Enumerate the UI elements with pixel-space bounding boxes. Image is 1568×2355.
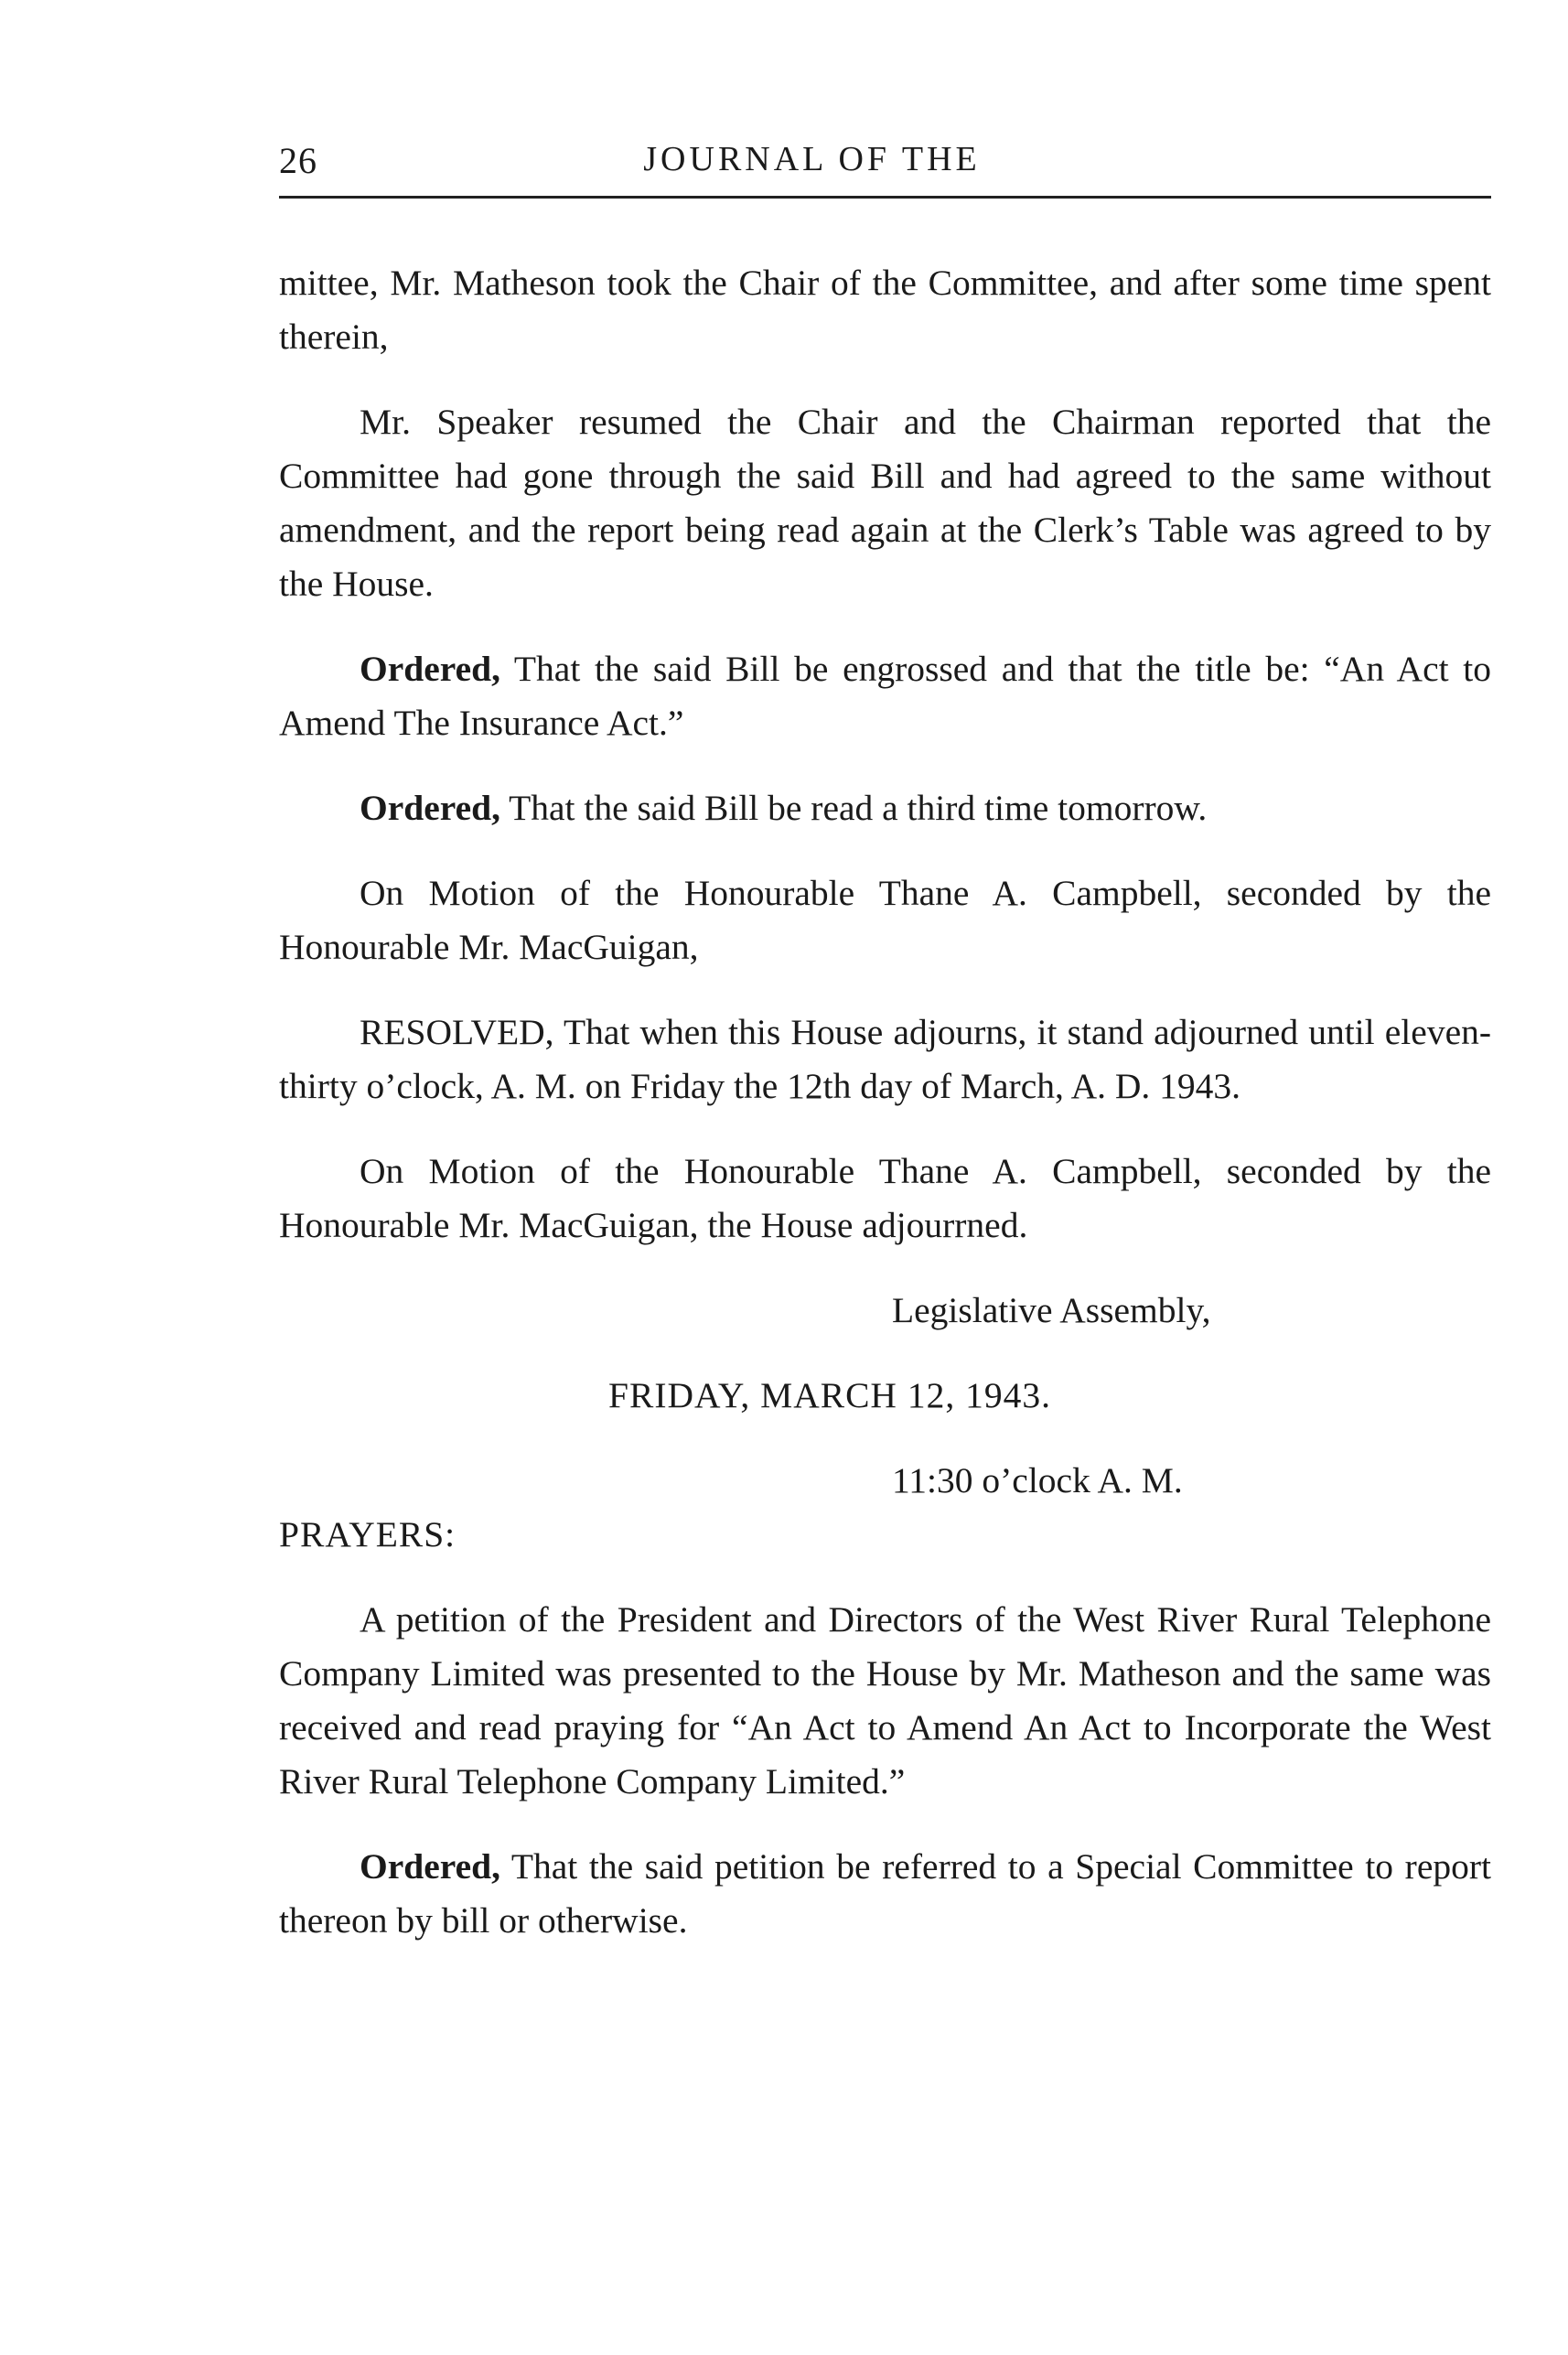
- ordered-lead: Ordered,: [360, 649, 500, 689]
- prayers-heading: PRAYERS:: [279, 1514, 456, 1554]
- assembly-line: Legislative Assembly,: [892, 1290, 1211, 1330]
- ordered-text: That the said Bill be engrossed and that the title be: “An Act to Amend The Insurance Act.”: [279, 649, 1491, 743]
- ordered-text: That the said Bill be read a third time tomorrow.: [499, 788, 1208, 828]
- page-number: 26: [279, 140, 317, 181]
- ordered-lead: Ordered,: [360, 788, 500, 828]
- journal-body: [279, 256, 1491, 1979]
- paragraph-ordered-engrossed: [279, 642, 1491, 750]
- paragraph-speaker-report: Mr. Speaker resumed the Chair and the Chairman reported that the Committee had gone through the said Bill and had agreed to the same without amendment, and the report being read again at the Clerk’s Table was agreed to by the House.: [279, 402, 1491, 604]
- session-date: FRIDAY, MARCH 12, 1943.: [608, 1375, 1051, 1415]
- running-head: JOURNAL OF THE: [643, 140, 981, 178]
- paragraph-resolved: RESOLVED, That when this House adjourns, it stand adjourned until eleven-thirty o’clock, A. M. on Friday the 12th day of March, A. D. 1943.: [279, 1012, 1491, 1106]
- paragraph-petition: A petition of the President and Directors of the West River Rural Telephone Company Limited was presented to the House by Mr. Matheson and the same was received and read praying for “An Act to Amend An Act to Incorporate the West River Rural Telephone Company Limited.”: [279, 1599, 1491, 1801]
- session-time: 11:30 o’clock A. M.: [892, 1460, 1183, 1500]
- paragraph-motion-adjourn: On Motion of the Honourable Thane A. Campbell, seconded by the Honourable Mr. MacGuigan, the House adjourrned.: [279, 1151, 1491, 1245]
- paragraph-ordered-third-reading: [279, 781, 1491, 835]
- paragraph-ordered-petition: [279, 1840, 1491, 1948]
- paragraph-motion: On Motion of the Honourable Thane A. Campbell, seconded by the Honourable Mr. MacGuigan,: [279, 873, 1491, 967]
- ordered-lead: Ordered,: [360, 1846, 500, 1887]
- page-header: [279, 139, 1491, 199]
- paragraph-committee-continued: mittee, Mr. Matheson took the Chair of the Committee, and after some time spent therein,: [279, 263, 1491, 357]
- ordered-text: That the said petition be referred to a Special Committee to report thereon by bill or otherwise.: [279, 1846, 1491, 1941]
